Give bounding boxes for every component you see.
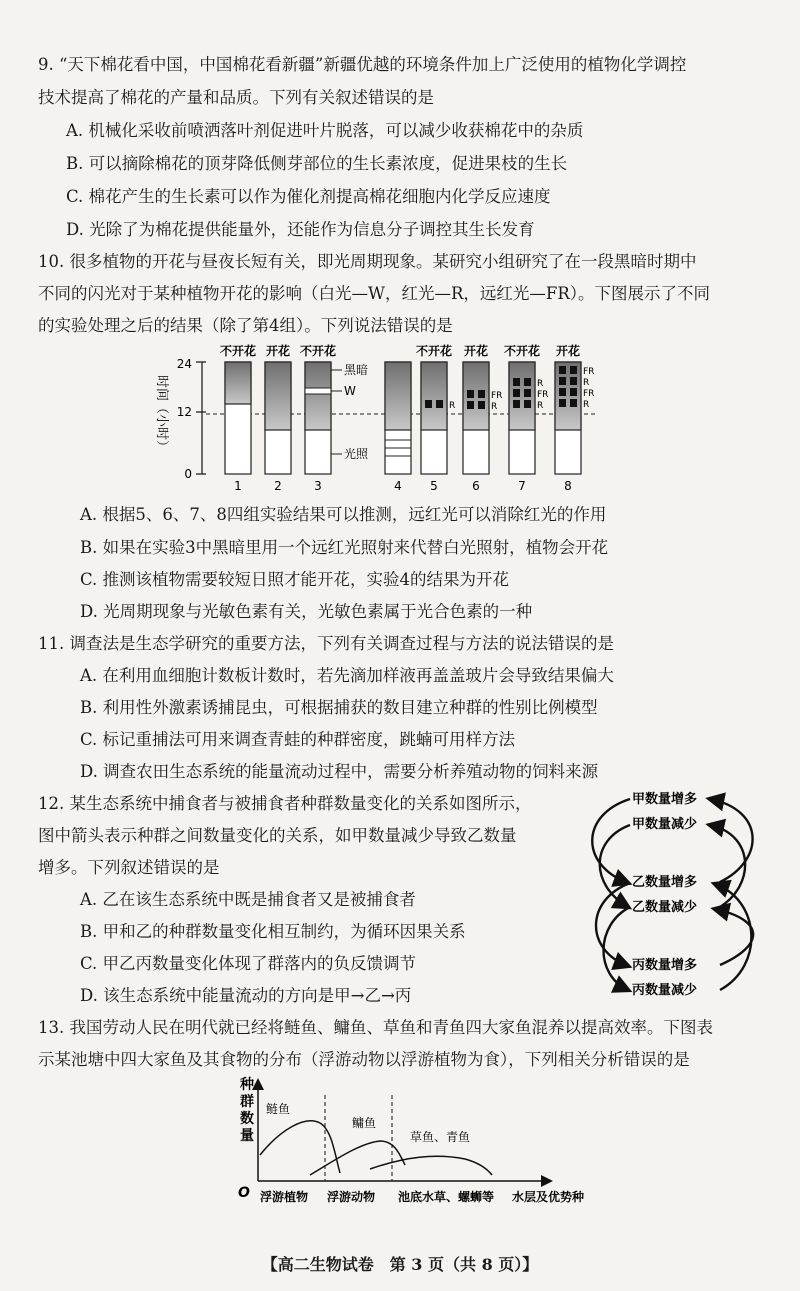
fish-label-bighead: 鳙鱼 <box>352 1116 377 1130</box>
bar-number-1: 1 <box>234 479 242 493</box>
x-label-water-layer: 水层及优势种 <box>512 1190 585 1204</box>
q10-tick-24: 24 <box>176 357 192 371</box>
bar-2 <box>265 362 291 474</box>
q9-option-d: D. 光除了为棉花提供能量外，还能作为信息分子调控其生长发育 <box>66 220 535 239</box>
flash-label-fr8a: FR <box>583 367 595 377</box>
q12-option-b: B. 甲和乙的种群数量变化相互制约，为循环因果关系 <box>80 922 466 941</box>
flash-label-r6: R <box>491 402 498 412</box>
q12-population-cycle-diagram <box>570 785 770 1005</box>
yi-up-label: 乙数量增多 <box>632 875 698 890</box>
jia-down-label: 甲数量减少 <box>632 817 698 832</box>
x-label-zooplankton: 浮游动物 <box>327 1190 376 1204</box>
bar-number-5: 5 <box>430 479 438 493</box>
q11-option-c: C. 标记重捕法可用来调查青蛙的种群密度，跳蝻可用样方法 <box>80 730 516 749</box>
result-5: 不开花 <box>415 344 453 358</box>
q10-tick-12: 12 <box>176 405 192 419</box>
flash-label-r7a: R <box>537 379 544 389</box>
result-8: 开花 <box>555 344 581 358</box>
bighead-carp-curve <box>310 1141 405 1175</box>
flash-label-fr8b: FR <box>583 389 595 399</box>
bar-8 <box>555 362 581 474</box>
x-label-bottom-plants: 池底水草、螺蛳等 <box>398 1190 495 1204</box>
bar-number-3: 3 <box>314 479 322 493</box>
bar-number-4: 4 <box>394 479 402 493</box>
q10-y-axis-label: 时间（小时） <box>154 374 169 454</box>
q11-option-d: D. 调查农田生态系统的能量流动过程中，需要分析养殖动物的饲料来源 <box>80 762 599 781</box>
bar-7 <box>509 362 535 474</box>
bar-6 <box>463 362 489 474</box>
q10-stem-line2: 不同的闪光对于某种植物开花的影响（白光—W，红光—R，远红光—FR）。下图展示了不同 <box>38 284 711 303</box>
fish-label-grass-black: 草鱼、青鱼 <box>410 1130 471 1144</box>
bar-number-2: 2 <box>274 479 282 493</box>
bar-4 <box>385 362 411 474</box>
q13-fish-distribution-figure <box>220 1075 620 1210</box>
q12-option-d: D. 该生态系统中能量流动的方向是甲→乙→丙 <box>80 986 412 1005</box>
bing-up-label: 丙数量增多 <box>632 958 698 973</box>
fish-label-silver: 鲢鱼 <box>266 1102 291 1116</box>
q10-stem-line1: 10. 很多植物的开花与昼夜长短有关，即光周期现象。某研究小组研究了在一段黑暗时期中 <box>38 252 697 271</box>
flash-label-fr7: FR <box>537 390 549 400</box>
bing-down-label: 丙数量减少 <box>632 983 698 998</box>
jia-up-label: 甲数量增多 <box>632 792 698 807</box>
y-label-3: 数 <box>240 1111 254 1127</box>
result-7: 不开花 <box>503 344 541 358</box>
q11-option-b: B. 利用性外激素诱捕昆虫，可根据捕获的数目建立种群的性别比例模型 <box>80 698 598 717</box>
q10-tick-0: 0 <box>184 467 192 481</box>
q10-option-d: D. 光周期现象与光敏色素有关，光敏色素属于光合色素的一种 <box>80 602 533 621</box>
q10-stem-line3: 的实验处理之后的结果（除了第4组）。下列说法错误的是 <box>38 316 453 335</box>
result-2: 开花 <box>265 344 291 358</box>
flash-label-r8b: R <box>583 400 590 410</box>
q10-option-a: A. 根据5、6、7、8四组实验结果可以推测，远红光可以消除红光的作用 <box>80 505 607 524</box>
q12-stem-line1: 12. 某生态系统中捕食者与被捕食者种群数量变化的关系如图所示， <box>38 794 532 813</box>
silver-carp-curve <box>260 1121 340 1173</box>
grass-black-carp-curve <box>370 1156 492 1175</box>
q11-stem: 11. 调查法是生态学研究的重要方法，下列有关调查过程与方法的说法错误的是 <box>38 634 614 653</box>
y-label-1: 种 <box>240 1077 254 1093</box>
q13-stem-line2: 示某池塘中四大家鱼及其食物的分布（浮游动物以浮游植物为食），下列相关分析错误的是 <box>38 1050 690 1069</box>
bar-5 <box>421 362 447 474</box>
q9-stem-line1: 9. “天下棉花看中国，中国棉花看新疆”新疆优越的环境条件加上广泛使用的植物化学调控 <box>38 55 687 74</box>
y-label-2: 群 <box>240 1094 254 1110</box>
q10-option-b: B. 如果在实验3中黑暗里用一个远红光照射来代替白光照射，植物会开花 <box>80 538 609 557</box>
q12-option-c: C. 甲乙丙数量变化体现了群落内的负反馈调节 <box>80 954 417 973</box>
q12-stem-line3: 增多。下列叙述错误的是 <box>38 858 220 877</box>
bar-number-7: 7 <box>518 479 526 493</box>
q12-stem-line2: 图中箭头表示种群之间数量变化的关系，如甲数量减少导致乙数量 <box>38 826 517 845</box>
flash-label-r7b: R <box>537 401 544 411</box>
legend-w: W <box>344 384 356 398</box>
flash-label-fr6: FR <box>491 391 503 401</box>
q9-stem-line2: 技术提高了棉花的产量和品质。下列有关叙述错误的是 <box>38 88 434 107</box>
result-1: 不开花 <box>219 344 257 358</box>
bar-number-8: 8 <box>564 479 572 493</box>
q12-option-a: A. 乙在该生态系统中既是捕食者又是被捕食者 <box>80 890 416 909</box>
q13-stem-line1: 13. 我国劳动人民在明代就已经将鲢鱼、鳙鱼、草鱼和青鱼四大家鱼混养以提高效率。下图表 <box>38 1018 713 1037</box>
q11-option-a: A. 在利用血细胞计数板计数时，若先滴加样液再盖盖玻片会导致结果偏大 <box>80 666 614 685</box>
flash-label-r8a: R <box>583 378 590 388</box>
result-6: 开花 <box>463 344 489 358</box>
q10-option-c: C. 推测该植物需要较短日照才能开花，实验4的结果为开花 <box>80 570 510 589</box>
bar-number-6: 6 <box>472 479 480 493</box>
legend-dark: 黑暗 <box>344 363 369 377</box>
bar-1 <box>225 362 251 474</box>
result-3: 不开花 <box>299 344 337 358</box>
q9-option-c: C. 棉花产生的生长素可以作为催化剂提高棉花细胞内化学反应速度 <box>66 187 551 206</box>
bar-3 <box>305 362 331 474</box>
q9-option-a: A. 机械化采收前喷洒落叶剂促进叶片脱落，可以减少收获棉花中的杂质 <box>66 121 584 140</box>
origin-label: O <box>238 1185 250 1201</box>
flash-label-r5: R <box>449 401 456 411</box>
legend-light: 光照 <box>344 447 369 461</box>
yi-down-label: 乙数量减少 <box>632 900 698 915</box>
y-label-4: 量 <box>240 1128 254 1144</box>
q10-photoperiod-figure <box>140 336 620 496</box>
page-footer: 【高二生物试卷 第 3 页（共 8 页）】 <box>261 1255 539 1274</box>
q9-option-b: B. 可以摘除棉花的顶芽降低侧芽部位的生长素浓度，促进果枝的生长 <box>66 154 568 173</box>
x-label-phytoplankton: 浮游植物 <box>260 1190 309 1204</box>
